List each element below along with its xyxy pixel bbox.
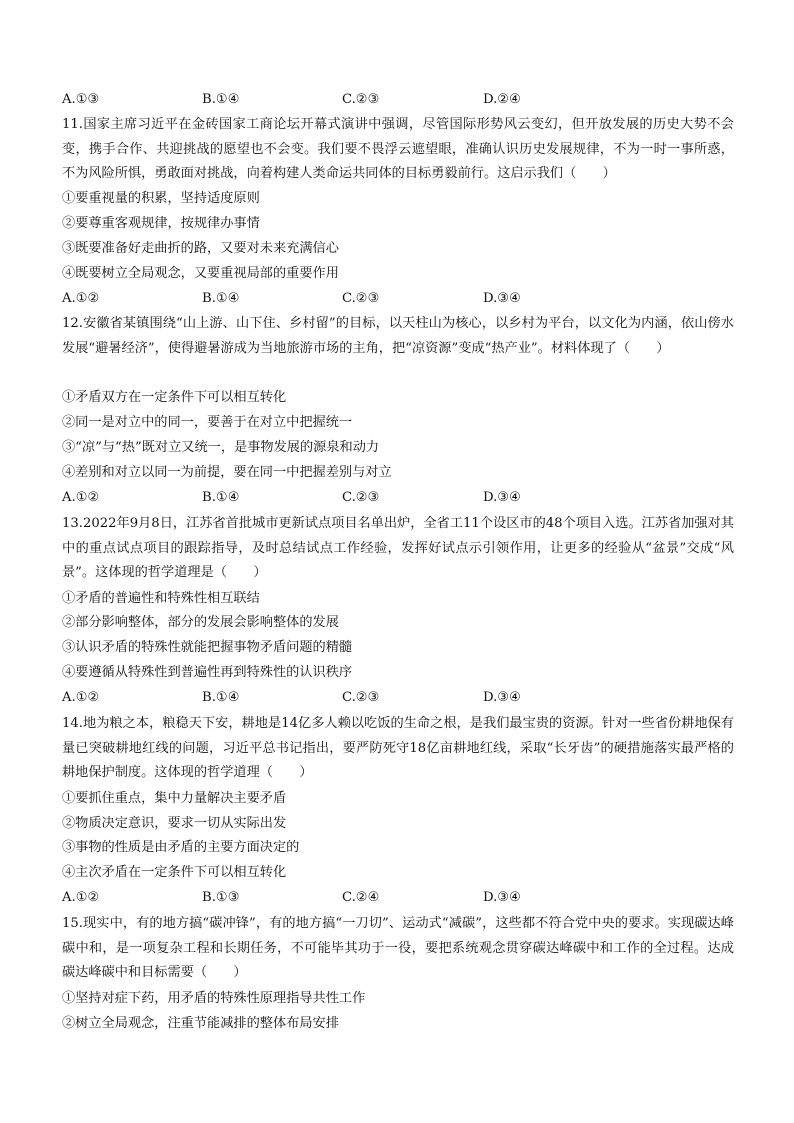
q13-stem: 13.2022年9月8日，江苏省首批城市更新试点项目名单出炉，全省工11个设区市的48个项目入选。江苏省加强对其中的重点试点项目的跟踪指导，及时总结试点工作经验，发挥好试点示引领作用，让更多的经验从“盆景”交成“风景”。这体现的哲学道理是（ ） [62, 516, 734, 580]
option-b: B.①④ [202, 291, 240, 306]
option-c: C.②③ [342, 291, 380, 306]
q15-item-1: ①坚持对症下药，用矛盾的特殊性原理指导共性工作 [62, 991, 366, 1006]
option-a: A.①③ [62, 92, 100, 107]
q15-item-2: ②树立全局观念，注重节能减排的整体布局安排 [62, 1016, 339, 1031]
option-c: C.②③ [342, 690, 380, 705]
q13-item-4: ④要遵循从特殊性到普遍性再到特殊性的认识秩序 [62, 665, 353, 680]
q13-item-1: ①矛盾的普遍性和特殊性相互联结 [62, 591, 260, 606]
q14-item-4: ④主次矛盾在一定条件下可以相互转化 [62, 865, 287, 880]
q10-options [62, 90, 734, 110]
option-a: A.①② [62, 890, 100, 905]
q11-item-1: ①要重视量的积累，坚持适度原则 [62, 191, 260, 206]
q12-item-2: ②同一是对立中的同一，要善于在对立中把握统一 [62, 415, 353, 430]
q14-item-2: ②物质决定意识，要求一切从实际出发 [62, 816, 287, 831]
q12-stem: 12.安徽省某镇围绕“山上游、山下住、乡村留”的目标，以天柱山为核心，以乡村为平台，以文化为内涵，依山傍水发展“避暑经济”，使得避暑游成为当地旅游市场的主角，把“凉资源”变成“热产业”。材料体现了（ ） [62, 316, 734, 356]
q12-options [62, 488, 734, 508]
q13-item-3: ③认识矛盾的特殊性就能把握事物矛盾问题的精髓 [62, 640, 353, 655]
q11-stem: 11.国家主席习近平在金砖国家工商论坛开幕式演讲中强调，尽管国际形势风云变幻，但开放发展的历史大势不会变，携手合作、共迎挑战的愿望也不会变。我们要不畏浮云遮望眼，准确认识历史发展规律，不为一时一事所惑，不为风险所惧，勇敢面对挑战，向着构建人类命运共同体的目标勇毅前行。这启示我们（ ） [62, 117, 734, 181]
option-b: B.①④ [202, 690, 240, 705]
option-b: B.①④ [202, 490, 240, 505]
option-d: D.③④ [483, 890, 521, 905]
q12-item-3: ③“凉”与“热”既对立又统一，是事物发展的源泉和动力 [62, 440, 380, 455]
option-a: A.①② [62, 690, 100, 705]
q15-stem: 15.现实中，有的地方搞“碳冲锋”，有的地方搞“一刀切”、运动式“减碳”，这些都不符合党中央的要求。实现碳达峰碳中和，是一项复杂工程和长期任务，不可能毕其功于一役，要把系统观念贯穿碳达峰碳中和工作的全过程。达成碳达峰碳中和目标需要（ ） [62, 916, 734, 980]
option-d: D.③④ [483, 490, 521, 505]
option-c: C.②④ [342, 890, 380, 905]
q11-item-3: ③既要准备好走曲折的路，又要对未来充满信心 [62, 241, 339, 256]
option-d: D.③④ [483, 690, 521, 705]
q14-options [62, 888, 734, 908]
q12-item-4: ④差别和对立以同一为前提，要在同一中把握差别与对立 [62, 465, 392, 480]
q12-item-1: ①矛盾双方在一定条件下可以相互转化 [62, 390, 287, 405]
option-c: C.②③ [342, 490, 380, 505]
option-a: A.①② [62, 490, 100, 505]
option-b: B.①③ [202, 890, 240, 905]
q14-item-3: ③事物的性质是由矛盾的主要方面决定的 [62, 840, 300, 855]
q11-item-4: ④既要树立全局观念，又要重视局部的重要作用 [62, 266, 339, 281]
option-d: D.②④ [483, 92, 521, 107]
q11-item-2: ②要尊重客观规律，按规律办事情 [62, 216, 260, 231]
option-d: D.③④ [483, 291, 521, 306]
q13-options [62, 688, 734, 708]
q14-item-1: ①要抓住重点，集中力量解决主要矛盾 [62, 791, 287, 806]
q13-item-2: ②部分影响整体，部分的发展会影响整体的发展 [62, 615, 339, 630]
option-a: A.①② [62, 291, 100, 306]
q11-options [62, 289, 734, 309]
option-b: B.①④ [202, 92, 240, 107]
option-c: C.②③ [342, 92, 380, 107]
q14-stem: 14.地为粮之本，粮稳天下安，耕地是14亿多人赖以吃饭的生命之根，是我们最宝贵的资源。针对一些省份耕地保有量已突破耕地红线的问题，习近平总书记指出，要严防死守18亿亩耕地红线，采取“长牙齿”的硬措施落实最严格的耕地保护制度。这体现的哲学道理（ ） [62, 716, 734, 780]
